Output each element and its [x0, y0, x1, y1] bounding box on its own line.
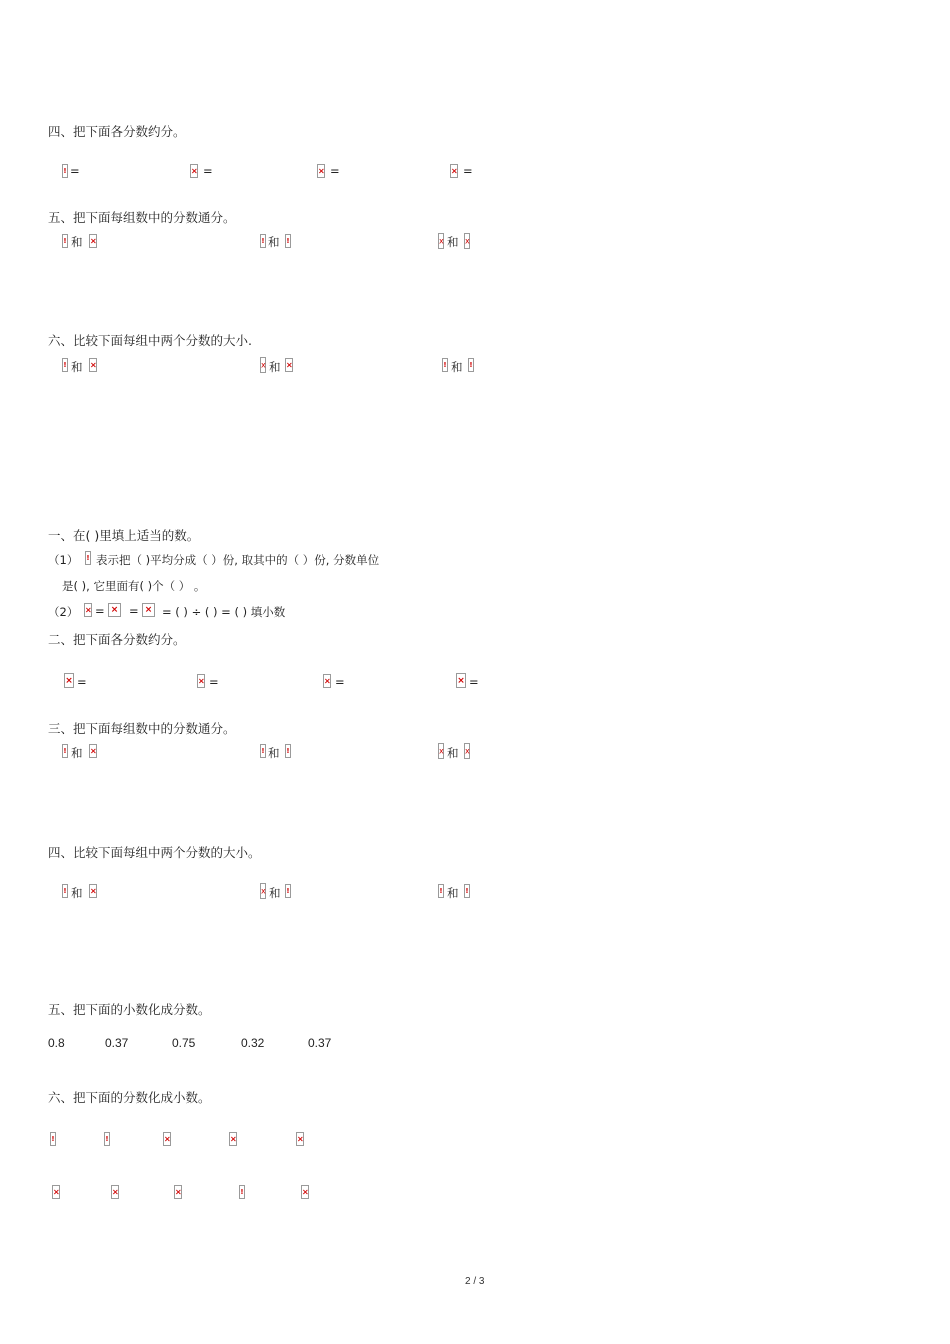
equals-sign: =: [95, 604, 105, 618]
and-text: 和: [447, 746, 459, 760]
and-text: 和: [269, 360, 281, 374]
fraction-image: [285, 884, 291, 898]
q1-prefix: （1）: [48, 553, 79, 567]
fraction-image: [285, 234, 291, 248]
page-number: 2 / 3: [465, 1276, 485, 1287]
and-text: 和: [268, 235, 280, 249]
fraction-image: [464, 743, 470, 759]
and-text: 和: [71, 360, 83, 374]
and-text: 和: [268, 746, 280, 760]
fraction-image: [85, 551, 91, 565]
fraction-image: [438, 884, 444, 898]
section-5a-heading: 五、把下面每组数中的分数通分。: [48, 210, 236, 225]
fraction-image: [64, 673, 74, 688]
equals-sign: =: [469, 675, 479, 689]
fraction-image: [174, 1185, 182, 1199]
fraction-image: [260, 883, 266, 899]
section-6b-heading: 六、把下面的分数化成小数。: [48, 1090, 211, 1105]
equals-sign: =: [330, 164, 340, 178]
fraction-image: [464, 233, 470, 249]
fraction-image: [456, 673, 466, 688]
fraction-image: [62, 234, 68, 248]
fraction-image: [163, 1132, 171, 1146]
section-2-heading: 二、把下面各分数约分。: [48, 632, 186, 647]
fraction-image: [323, 674, 331, 688]
fraction-image: [52, 1185, 60, 1199]
decimal-value: 0.37: [105, 1036, 129, 1050]
fraction-image: [260, 234, 266, 248]
fraction-image: [229, 1132, 237, 1146]
fraction-image: [285, 358, 293, 372]
section-6a-heading: 六、比较下面每组中两个分数的大小.: [48, 333, 252, 348]
section-1-heading: 一、在( )里填上适当的数。: [48, 528, 200, 543]
decimal-value: 0.8: [48, 1036, 65, 1050]
equals-sign: =: [70, 164, 80, 178]
fraction-image: [260, 744, 266, 758]
q1-line2: 是( ), 它里面有( )个（ ） 。: [62, 579, 206, 593]
decimal-value: 0.32: [241, 1036, 265, 1050]
fraction-image: [317, 164, 325, 178]
equals-sign: =: [77, 675, 87, 689]
section-3-heading: 三、把下面每组数中的分数通分。: [48, 721, 236, 736]
equals-sign: =: [129, 604, 139, 618]
fraction-image: [239, 1185, 245, 1199]
section-5b-heading: 五、把下面的小数化成分数。: [48, 1002, 211, 1017]
fraction-image: [84, 603, 92, 617]
fraction-image: [464, 884, 470, 898]
fraction-image: [89, 234, 97, 248]
and-text: 和: [71, 886, 83, 900]
fraction-image: [62, 164, 68, 178]
q2-tail: = ( ) ÷ ( ) = ( ) 填小数: [162, 605, 286, 619]
and-text: 和: [451, 360, 463, 374]
and-text: 和: [447, 886, 459, 900]
fraction-image: [62, 358, 68, 372]
q2-prefix: （2）: [48, 605, 79, 619]
fraction-image: [260, 357, 266, 373]
and-text: 和: [71, 235, 83, 249]
section-4a-heading: 四、把下面各分数约分。: [48, 124, 186, 139]
fraction-image: [62, 744, 68, 758]
fraction-image: [285, 744, 291, 758]
fraction-image: [438, 233, 444, 249]
fraction-image: [89, 358, 97, 372]
fraction-image: [104, 1132, 110, 1146]
equals-sign: =: [209, 675, 219, 689]
decimal-value: 0.37: [308, 1036, 332, 1050]
q1-text: 表示把（ )平均分成（ ）份, 取其中的（ ）份, 分数单位: [96, 553, 380, 567]
equals-sign: =: [463, 164, 473, 178]
fraction-image: [442, 358, 448, 372]
fraction-image: [50, 1132, 56, 1146]
and-text: 和: [269, 886, 281, 900]
fraction-image: [89, 884, 97, 898]
fraction-image: [108, 603, 121, 617]
fraction-image: [296, 1132, 304, 1146]
fraction-image: [438, 743, 444, 759]
fraction-image: [62, 884, 68, 898]
equals-sign: =: [203, 164, 213, 178]
fraction-image: [111, 1185, 119, 1199]
fraction-image: [468, 358, 474, 372]
fraction-image: [301, 1185, 309, 1199]
and-text: 和: [71, 746, 83, 760]
fraction-image: [450, 164, 458, 178]
decimal-value: 0.75: [172, 1036, 196, 1050]
fraction-image: [142, 603, 155, 617]
fraction-image: [197, 674, 205, 688]
and-text: 和: [447, 235, 459, 249]
section-4b-heading: 四、比较下面每组中两个分数的大小。: [48, 845, 261, 860]
fraction-image: [190, 164, 198, 178]
equals-sign: =: [335, 675, 345, 689]
fraction-image: [89, 744, 97, 758]
